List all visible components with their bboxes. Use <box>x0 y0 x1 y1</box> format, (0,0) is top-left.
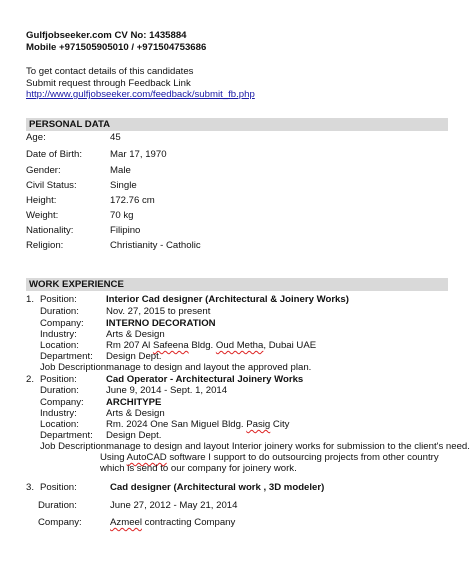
personal-value: Christianity - Catholic <box>110 240 201 251</box>
location-text: , Dubai UAE <box>263 340 317 351</box>
company-label: Company: <box>40 318 84 329</box>
department-label: Department: <box>40 430 93 441</box>
personal-data-title: PERSONAL DATA <box>29 119 111 130</box>
job-description-value: manage to design and layout the approved plan. <box>106 362 312 373</box>
industry-label: Industry: <box>40 408 77 419</box>
submit-request-line: Submit request through Feedback Link <box>26 78 191 89</box>
location-label: Location: <box>40 340 79 351</box>
duration-label: Duration: <box>40 306 79 317</box>
personal-label: Religion: <box>26 240 64 251</box>
location-label: Location: <box>40 419 79 430</box>
duration-value: June 9, 2014 - Sept. 1, 2014 <box>106 385 228 396</box>
personal-label: Nationality: <box>26 225 74 236</box>
location-text: Pasig <box>246 419 271 430</box>
position-value: Cad designer (Architectural work , 3D modeler) <box>110 482 325 493</box>
personal-value: Filipino <box>110 225 141 236</box>
company-text: Azmeel <box>110 517 142 528</box>
duration-label: Duration: <box>40 385 79 396</box>
position-value: Interior Cad designer (Architectural & Joinery Works) <box>106 294 349 305</box>
duration-label: Duration: <box>38 500 77 511</box>
position-label: Position: <box>40 374 77 385</box>
job-description-value: manage to design and layout Interior joinery works for submission to the client's need. <box>106 441 470 452</box>
job-description-label: Job Description: <box>40 362 109 373</box>
location-text: Bldg. <box>188 340 216 351</box>
position-value: Cad Operator - Architectural Joinery Works <box>106 374 304 385</box>
industry-label: Industry: <box>40 329 77 340</box>
department-value: Design Dept. <box>106 430 162 441</box>
work-experience-header <box>26 278 448 291</box>
personal-value: 70 kg <box>110 210 134 221</box>
job-number: 3. <box>26 482 35 493</box>
duration-value: June 27, 2012 - May 21, 2014 <box>110 500 238 511</box>
job-description-text: Using <box>100 452 127 463</box>
job-description-text: software I support to do outsourcing projects from other country <box>166 452 439 463</box>
personal-label: Weight: <box>26 210 59 221</box>
job-description-text: AutoCAD <box>126 452 167 463</box>
feedback-link[interactable]: http://www.gulfjobseeker.com/feedback/submit_fb.php <box>26 89 255 100</box>
personal-label: Gender: <box>26 165 61 176</box>
personal-value: Mar 17, 1970 <box>110 149 167 160</box>
department-label: Department: <box>40 351 93 362</box>
personal-value: 172.76 cm <box>110 195 155 206</box>
personal-value: Male <box>110 165 131 176</box>
location-text: Rm 207 Al <box>106 340 153 351</box>
personal-label: Age: <box>26 132 46 143</box>
personal-label: Civil Status: <box>26 180 77 191</box>
personal-label: Height: <box>26 195 57 206</box>
company-text: contracting Company <box>142 517 236 528</box>
job-description-value: which is send to our company for joinery work. <box>100 463 297 474</box>
company-value <box>110 517 235 529</box>
duration-value: Nov. 27, 2015 to present <box>106 306 211 317</box>
company-value: INTERNO DECORATION <box>106 318 216 329</box>
position-label: Position: <box>40 482 77 493</box>
company-value: ARCHITYPE <box>106 397 162 408</box>
job-number: 1. <box>26 294 35 305</box>
location-text: City <box>270 419 290 430</box>
company-label: Company: <box>38 517 82 528</box>
mobile-line: Mobile +971505905010 / +971504753686 <box>26 42 207 53</box>
personal-value: 45 <box>110 132 121 143</box>
location-text: Oud Metha <box>215 340 264 351</box>
industry-value: Arts & Design <box>106 329 165 340</box>
work-experience-title: WORK EXPERIENCE <box>29 279 124 290</box>
department-value: Design Dept. <box>106 351 162 362</box>
job-number: 2. <box>26 374 35 385</box>
personal-data-header <box>26 118 448 131</box>
personal-label: Date of Birth: <box>26 149 82 160</box>
cv-number-line: Gulfjobseeker.com CV No: 1435884 <box>26 30 187 41</box>
position-label: Position: <box>40 294 77 305</box>
industry-value: Arts & Design <box>106 408 165 419</box>
company-label: Company: <box>40 397 84 408</box>
location-text: Rm. 2024 One San Miguel Bldg. <box>106 419 247 430</box>
personal-value: Single <box>110 180 137 191</box>
job-description-label: Job Description: <box>40 441 109 452</box>
location-text: Safeena <box>152 340 189 351</box>
contact-info-line: To get contact details of this candidates <box>26 66 194 77</box>
